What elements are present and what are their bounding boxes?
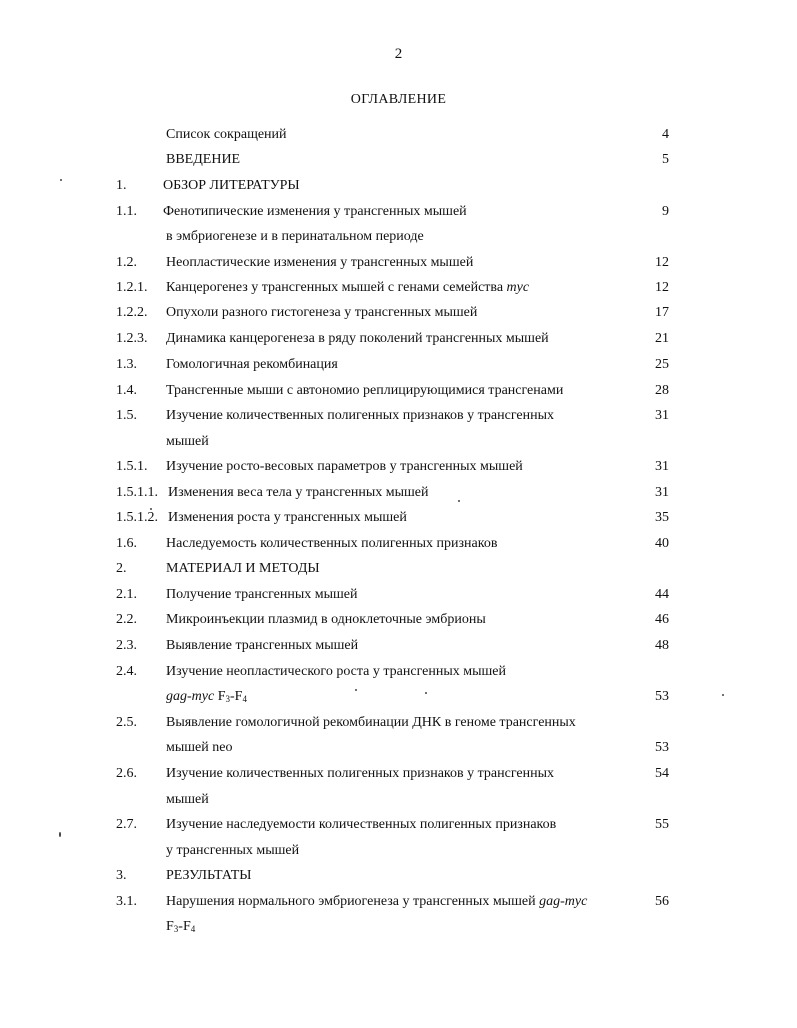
toc-page: 53 [655, 740, 669, 755]
toc-title: Изучение наследуемости количественных полигенных признаков [166, 817, 557, 832]
toc-row [0, 584, 797, 606]
toc-page: 48 [655, 638, 669, 653]
toc-number: 1.4. [116, 383, 137, 398]
gene-name: myc [506, 280, 530, 295]
toc-number: 1.2.2. [116, 305, 148, 320]
toc-row [0, 865, 797, 887]
toc-page: 12 [655, 280, 669, 295]
toc-number: 1. [116, 178, 127, 193]
toc-row [0, 840, 797, 862]
toc-number: 2.1. [116, 587, 137, 602]
toc-row [0, 814, 797, 836]
generation-label: $F_3-F_4$ [217, 689, 247, 704]
toc-page: 9 [662, 204, 669, 219]
toc-title: ВВЕДЕНИЕ [166, 152, 241, 167]
toc-row [0, 431, 797, 453]
toc-number: 2.5. [116, 715, 137, 730]
toc-row [0, 661, 797, 683]
toc-title: МАТЕРИАЛ И МЕТОДЫ [166, 561, 320, 576]
toc-row [0, 252, 797, 274]
scan-speck [355, 689, 357, 691]
toc-number: 2. [116, 561, 127, 576]
scan-speck [150, 508, 152, 510]
toc-row [0, 891, 797, 913]
toc-page: 40 [655, 536, 669, 551]
toc-row [0, 737, 797, 759]
toc-title: Неопластические изменения у трансгенных мышей [166, 255, 474, 270]
toc-title-text: Нарушения нормального эмбриогенеза у трансгенных мышей [166, 894, 536, 909]
toc-row [0, 533, 797, 555]
toc-row [0, 149, 797, 171]
toc-row [0, 302, 797, 324]
toc-page: 17 [655, 305, 669, 320]
toc-title: Изучение количественных полигенных признаков у трансгенных [166, 408, 554, 423]
toc-row [0, 635, 797, 657]
toc-row [0, 354, 797, 376]
toc-row [0, 482, 797, 504]
toc-row [0, 507, 797, 529]
toc-number: 1.3. [116, 357, 137, 372]
toc-title: ОБЗОР ЛИТЕРАТУРЫ [163, 178, 300, 193]
toc-page: 46 [655, 612, 669, 627]
toc-page: 54 [655, 766, 669, 781]
toc-title: Опухоли разного гистогенеза у трансгенных мышей [166, 305, 478, 320]
toc-page: 4 [662, 127, 669, 142]
toc-title: мышей [166, 434, 209, 449]
toc-row [0, 277, 797, 299]
toc-row [0, 226, 797, 248]
toc-page: 12 [655, 255, 669, 270]
toc-number: 1.5. [116, 408, 137, 423]
page-number: 2 [394, 46, 403, 62]
toc-title: Трансгенные мыши с автономио реплицирующимися трансгенами [166, 383, 564, 398]
table-of-contents [0, 124, 797, 954]
toc-title: Гомологичная рекомбинация [166, 357, 338, 372]
toc-title: мышей neo [166, 740, 233, 755]
toc-title: Выявление гомологичной рекомбинации ДНК в геноме трансгенных [166, 715, 576, 730]
toc-title: Изучение росто-весовых параметров у трансгенных мышей [166, 459, 523, 474]
toc-number: 3. [116, 868, 127, 883]
toc-number: 1.1. [116, 204, 137, 219]
toc-row [0, 405, 797, 427]
toc-title: мышей [166, 792, 209, 807]
toc-page: 53 [655, 689, 669, 704]
toc-number: 1.2.3. [116, 331, 148, 346]
gene-name: gag-myc [166, 689, 215, 704]
toc-row [0, 686, 797, 708]
toc-page: 35 [655, 510, 669, 525]
scan-speck [458, 500, 460, 502]
toc-page: 5 [662, 152, 669, 167]
toc-title: Выявление трансгенных мышей [166, 638, 359, 653]
toc-page: 21 [655, 331, 669, 346]
toc-row [0, 380, 797, 402]
toc-row [0, 558, 797, 580]
toc-title: Изучение количественных полигенных признаков у трансгенных [166, 766, 554, 781]
toc-title [166, 891, 587, 913]
toc-number: 1.2. [116, 255, 137, 270]
toc-number: 3.1. [116, 894, 137, 909]
toc-row [0, 789, 797, 811]
toc-number: 1.5.1.2. [116, 510, 158, 525]
toc-number: 1.6. [116, 536, 137, 551]
toc-title: Фенотипические изменения у трансгенных мышей [163, 204, 467, 219]
toc-row [0, 124, 797, 146]
scan-speck [425, 692, 427, 694]
toc-page: 31 [655, 408, 669, 423]
toc-number: 2.7. [116, 817, 137, 832]
toc-title: Список сокращений [166, 127, 287, 142]
toc-row [0, 456, 797, 478]
scan-speck [722, 694, 724, 696]
toc-number: 2.6. [116, 766, 137, 781]
generation-label: $F_3-F_4$ [166, 919, 196, 934]
toc-title [166, 916, 195, 938]
page-title: ОГЛАВЛЕНИЕ [350, 92, 447, 107]
toc-title: Динамика канцерогенеза в ряду поколений трансгенных мышей [166, 331, 549, 346]
toc-page: 31 [655, 485, 669, 500]
toc-title [166, 277, 529, 299]
toc-page: 55 [655, 817, 669, 832]
gene-name: gag-myc [539, 894, 588, 909]
toc-page: 25 [655, 357, 669, 372]
scan-speck [60, 179, 62, 181]
toc-number: 2.3. [116, 638, 137, 653]
toc-title [166, 686, 247, 708]
toc-page: 31 [655, 459, 669, 474]
toc-title: Изучение неопластического роста у трансгенных мышей [166, 664, 507, 679]
toc-number: 1.5.1.1. [116, 485, 158, 500]
toc-row [0, 609, 797, 631]
toc-row [0, 201, 797, 223]
scan-speck [59, 832, 61, 837]
toc-row [0, 916, 797, 938]
toc-title: РЕЗУЛЬТАТЫ [166, 868, 252, 883]
toc-title: Получение трансгенных мышей [166, 587, 358, 602]
toc-row [0, 328, 797, 350]
toc-number: 1.2.1. [116, 280, 148, 295]
toc-row [0, 712, 797, 734]
toc-row [0, 763, 797, 785]
toc-page: 44 [655, 587, 669, 602]
toc-page: 56 [655, 894, 669, 909]
toc-title: Изменения роста у трансгенных мышей [168, 510, 407, 525]
toc-title: в эмбриогенезе и в перинатальном периоде [166, 229, 424, 244]
toc-number: 2.2. [116, 612, 137, 627]
toc-page: 28 [655, 383, 669, 398]
toc-number: 2.4. [116, 664, 137, 679]
toc-title: Изменения веса тела у трансгенных мышей [168, 485, 429, 500]
toc-title: у трансгенных мышей [166, 843, 300, 858]
toc-number: 1.5.1. [116, 459, 148, 474]
toc-title: Наследуемость количественных полигенных признаков [166, 536, 498, 551]
toc-title: Микроинъекции плазмид в одноклеточные эмбрионы [166, 612, 486, 627]
toc-row [0, 175, 797, 197]
toc-title-text: Канцерогенез у трансгенных мышей с генами семейства [166, 280, 504, 295]
